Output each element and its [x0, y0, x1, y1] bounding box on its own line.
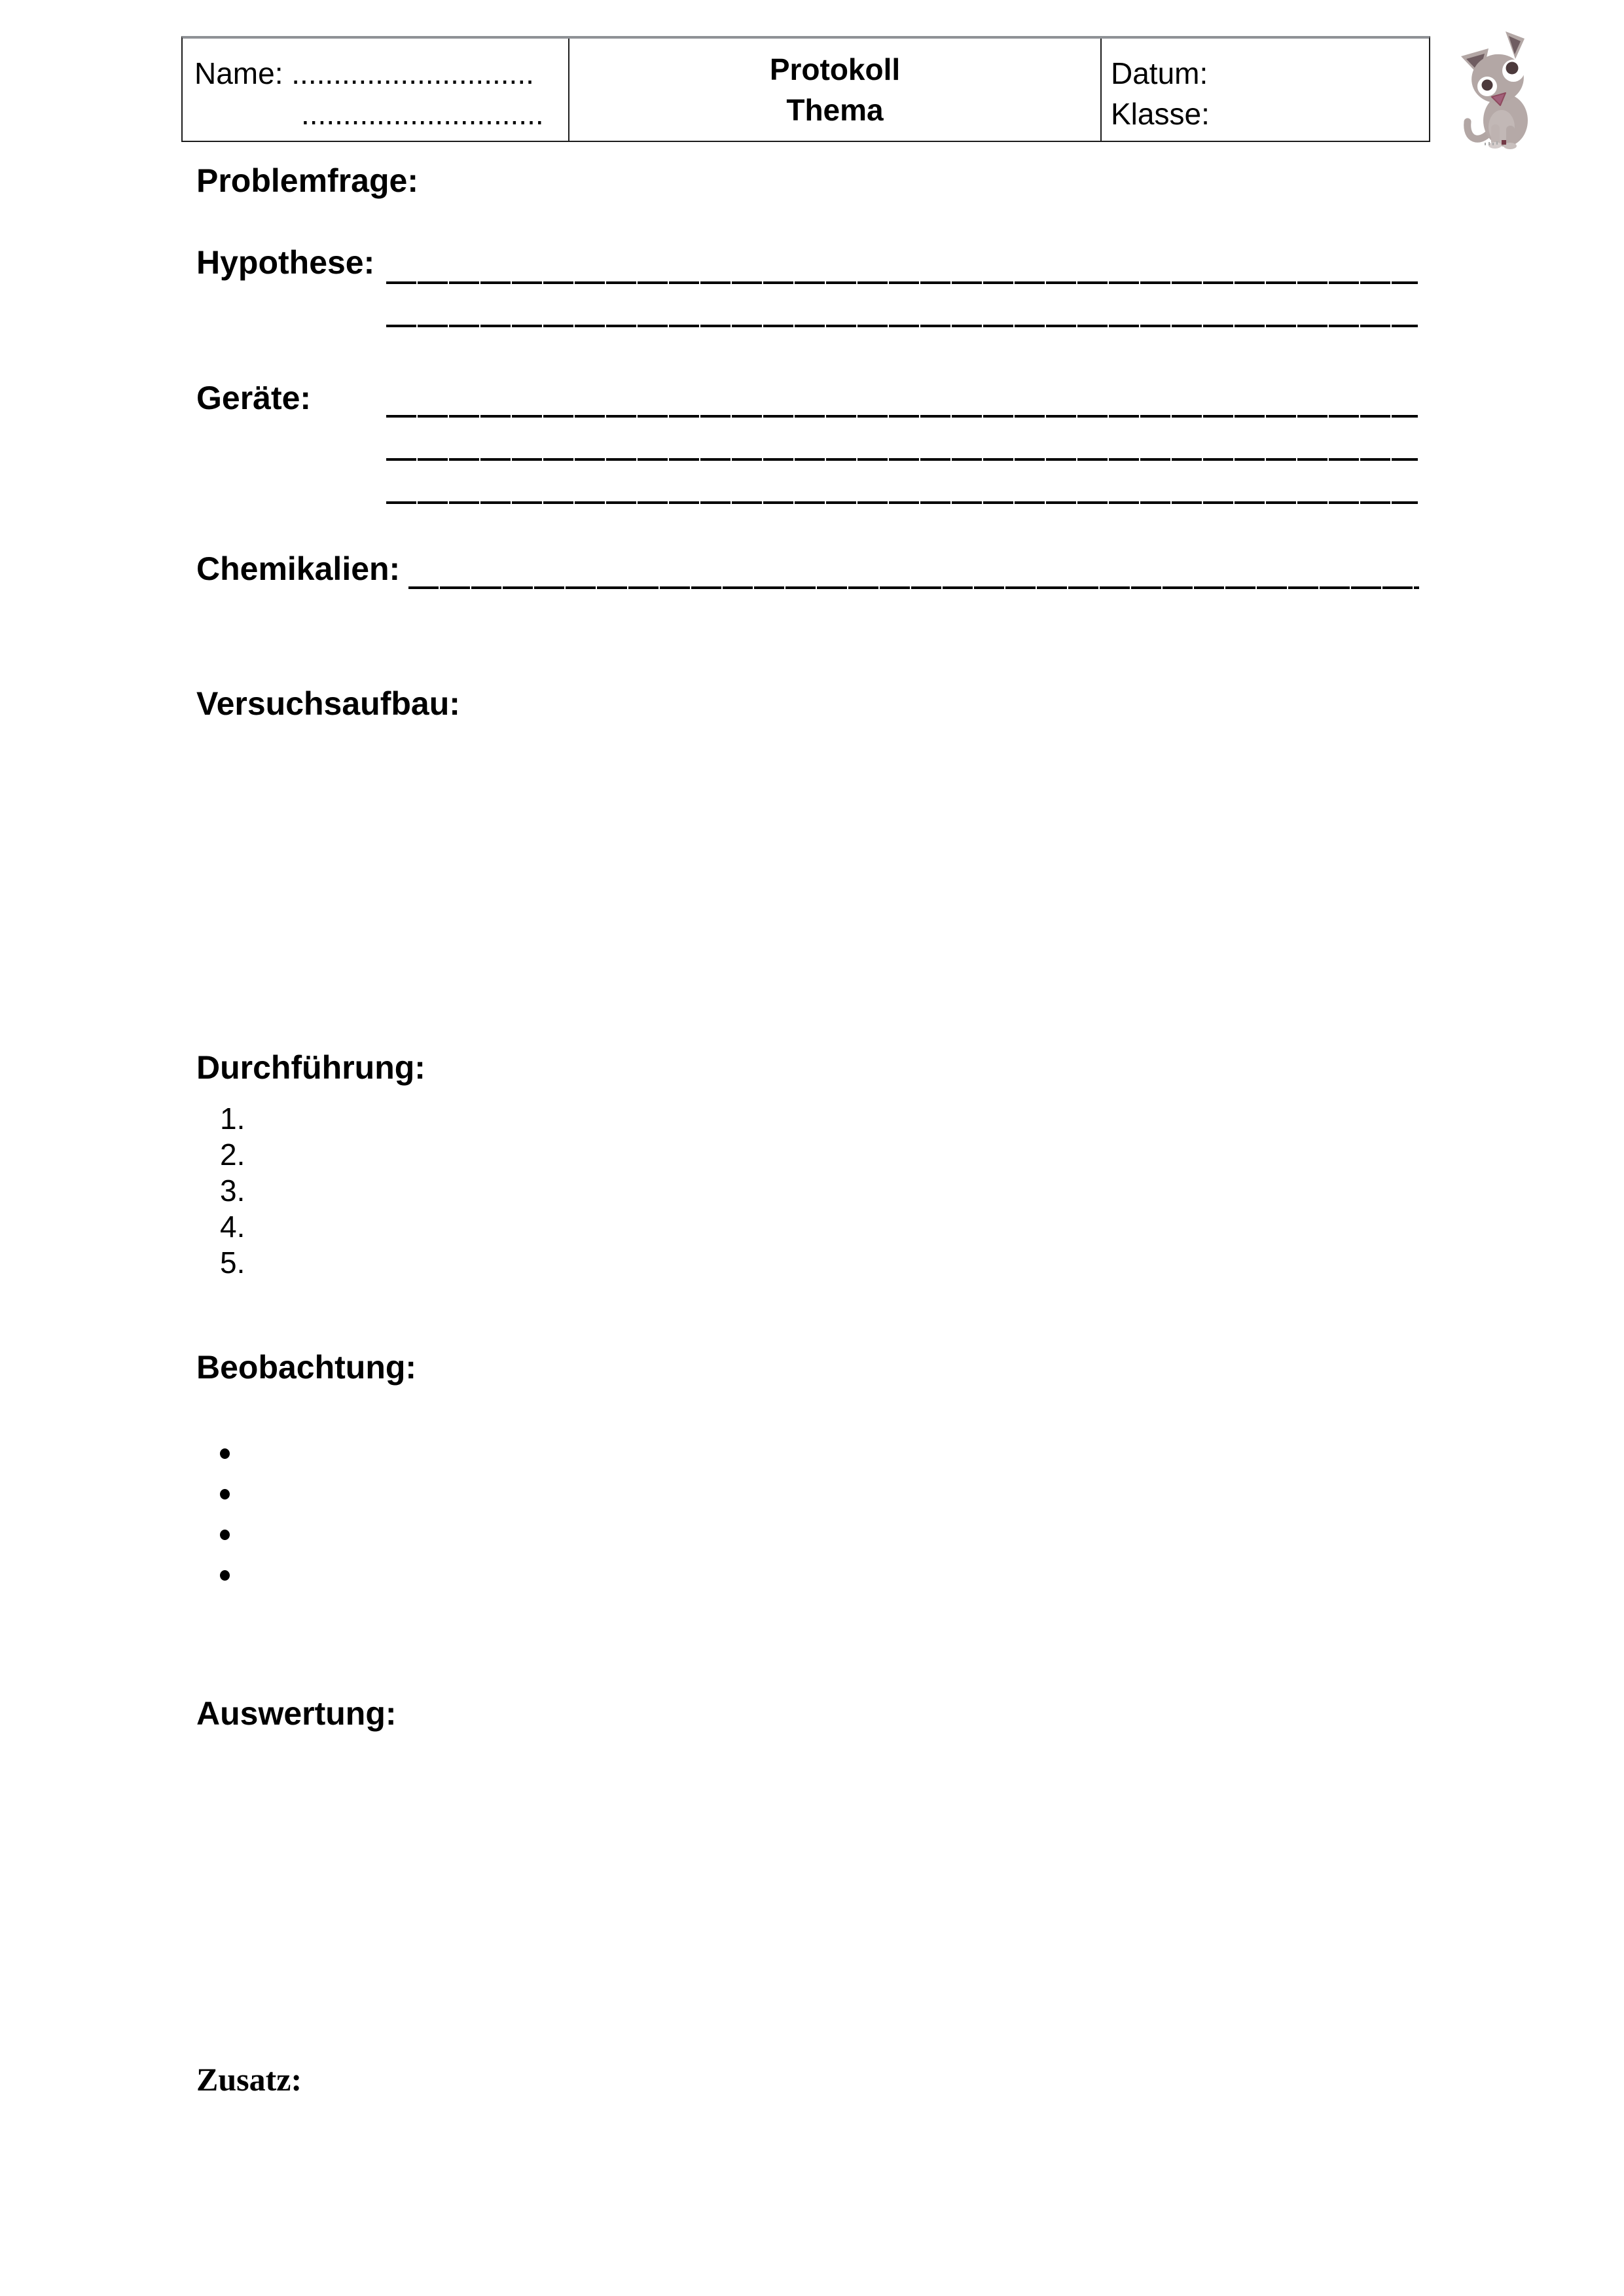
- document-subtitle: Thema: [786, 93, 884, 127]
- list-item: [220, 1474, 230, 1515]
- list-item: 1.: [220, 1102, 245, 1136]
- section-label-problemfrage: Problemfrage:: [196, 162, 418, 199]
- section-label-geraete: Geräte:: [196, 380, 312, 416]
- geraete-blank-line-2: [386, 458, 1418, 461]
- beobachtung-bullet-list: [220, 1433, 230, 1596]
- bullet-icon: [220, 1570, 230, 1581]
- geraete-blank-line-1: [386, 415, 1418, 418]
- hypothese-blank-line-1: [386, 281, 1418, 284]
- header-table: [181, 36, 1430, 142]
- bullet-icon: [220, 1530, 230, 1540]
- list-item: [220, 1555, 230, 1596]
- section-label-durchfuehrung: Durchführung:: [196, 1049, 425, 1086]
- hypothese-blank-line-2: [386, 325, 1418, 327]
- section-label-auswertung: Auswertung:: [196, 1695, 397, 1732]
- document-title: Protokoll: [769, 52, 901, 86]
- list-item: 2.: [220, 1138, 245, 1172]
- header-cell-date-class: [1100, 39, 1429, 141]
- header-cell-name: [183, 39, 568, 141]
- list-item: 3.: [220, 1174, 245, 1208]
- geraete-blank-line-3: [386, 501, 1418, 504]
- list-item: 5.: [220, 1246, 245, 1280]
- cat-icon: [1457, 27, 1543, 151]
- list-item: [220, 1433, 230, 1474]
- bullet-icon: [220, 1448, 230, 1459]
- section-label-chemikalien: Chemikalien:: [196, 550, 401, 587]
- header-cell-title: [568, 39, 1100, 141]
- list-item: 4.: [220, 1210, 245, 1244]
- section-label-zusatz: Zusatz:: [196, 2061, 302, 2098]
- datum-label: Datum:: [1111, 56, 1208, 90]
- section-label-beobachtung: Beobachtung:: [196, 1349, 417, 1386]
- name-dotted-line: .............................: [301, 97, 544, 131]
- durchfuehrung-numbered-list: [220, 1101, 245, 1281]
- section-label-versuchsaufbau: Versuchsaufbau:: [196, 685, 460, 722]
- name-label: Name: .............................: [194, 56, 534, 90]
- bullet-icon: [220, 1489, 230, 1499]
- klasse-label: Klasse:: [1111, 97, 1210, 131]
- list-item: [220, 1515, 230, 1555]
- chemikalien-blank-line: [408, 586, 1419, 589]
- section-label-hypothese: Hypothese:: [196, 244, 375, 281]
